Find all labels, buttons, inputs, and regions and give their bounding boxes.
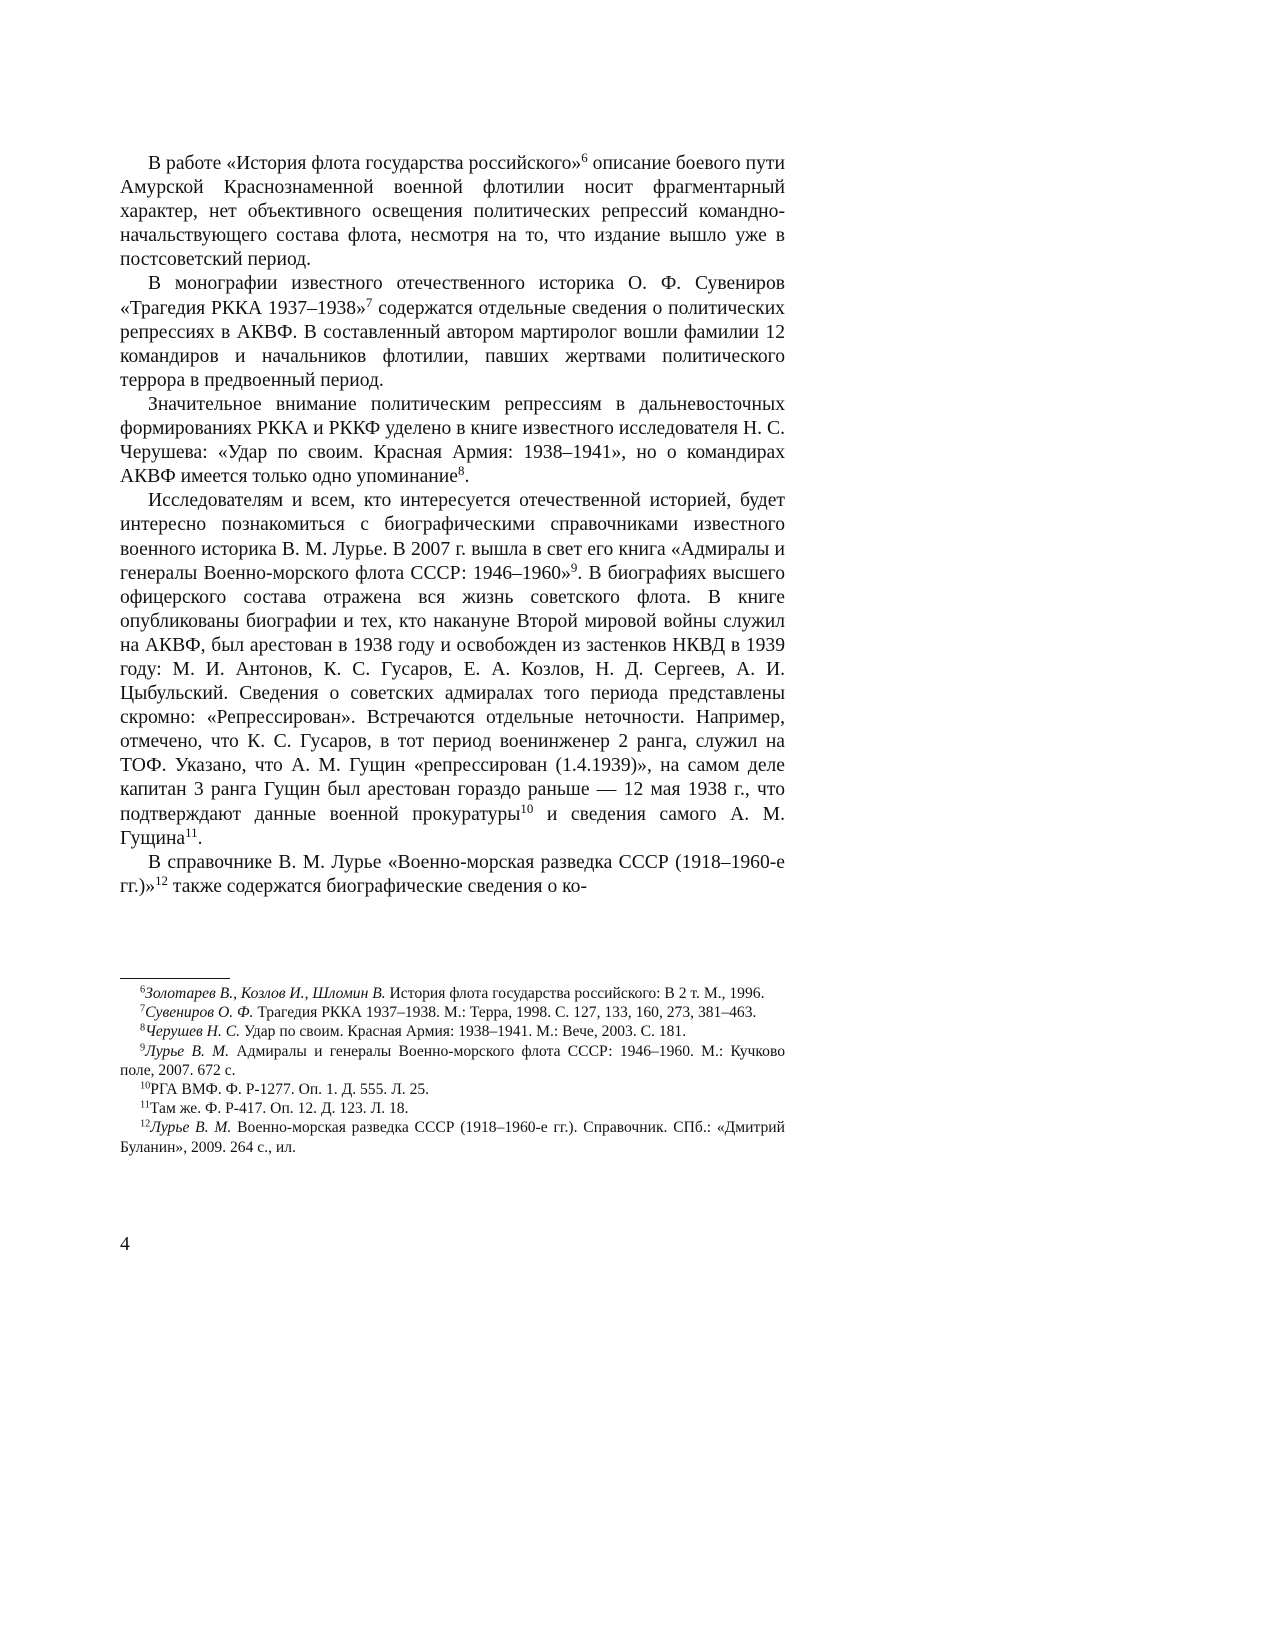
text-run: В монографии известного отечественного историка О. Ф. Сувениров «Трагедия РККА 1937–1938»: [120, 273, 785, 319]
text-run: . В биографиях высшего офицерского состава отражена вся жизнь советского флота. В книге опубликованы биографии и тех, кто накануне Второй мировой войны служил на АКВФ, был арестован в 1938 году и освобожден из застенков НКВД в 1939 году: М. И. Антонов, К. С. Гусаров, Е. А. Козлов, Н. Д. Сергеев, А. И. Цыбульский. Сведения о советских адмиралах того периода представлены скромно: «Репрессирован». Встречаются отдельные неточности. Например, отмечено, что К. С. Гусаров, в тот период военинженер 2 ранга, служил на ТОФ. Указано, что А. М. Гущин «репрессирован (1.4.1939)», на самом деле капитан 3 ранга Гущин был арестован гораздо раньше — 12 мая 1938 г., что подтверждают данные военной прокуратуры: [120, 562, 785, 825]
footnote: [120, 1099, 785, 1118]
page-number: 4: [120, 1234, 130, 1255]
paragraph: [120, 489, 785, 850]
footnote-author: Лурье В. М.: [150, 1119, 232, 1137]
text-run: содержатся отдельные сведения о политических репрессиях в АКВФ. В составленный автором мартиролог вошли фамилии 12 командиров и начальников флотилии, павших жертвами политического террора в предвоенный период.: [120, 297, 785, 391]
footnote-text: Адмиралы и генералы Военно-морского флота СССР: 1946–1960. М.: Кучково поле, 2007. 672 с.: [120, 1042, 786, 1079]
footnote-ref: 7: [365, 294, 373, 310]
text-run: В справочнике В. М. Лурье «Военно-морская разведка СССР (1918–1960-е гг.)»: [120, 851, 785, 897]
paragraph: [120, 149, 785, 272]
text-run: описание боевого пути Амурской Краснознаменной военной флотилии носит фрагментарный характер, нет объективного освещения политических репрессий командно-начальствующего состава флота, несмотря на то, что издание вышло уже в постсоветский период.: [120, 153, 785, 271]
footnote-ref: 6: [581, 149, 588, 165]
footnote-number: 10: [140, 1080, 151, 1092]
footnote-author: Лурье В. М.: [145, 1042, 230, 1060]
footnote: [120, 1003, 785, 1022]
footnote-number: 12: [140, 1118, 151, 1130]
footnote-author: Золотарев В., Козлов И., Шломин В.: [145, 985, 386, 1002]
text-run: .: [464, 466, 470, 488]
footnote-ref: 10: [520, 800, 534, 816]
footnotes: [120, 984, 785, 1157]
footnote-text: РГА ВМФ. Ф. Р-1277. Оп. 1. Д. 555. Л. 25.: [150, 1081, 430, 1099]
footnote-text: Там же. Ф. Р-417. Оп. 12. Д. 123. Л. 18.: [149, 1100, 409, 1118]
paragraph: [120, 393, 785, 489]
footnote-text: Военно-морская разведка СССР (1918–1960-е гг.). Справочник. СПб.: «Дмитрий Буланин», 2009. 264 с., ил.: [120, 1119, 785, 1156]
text-run: .: [197, 827, 203, 849]
footnote: [120, 1080, 785, 1099]
footnote-ref: 11: [185, 824, 198, 840]
footnote-number: 9: [140, 1041, 146, 1053]
footnote-separator: [120, 978, 230, 979]
footnote-author: Сувениров О. Ф.: [145, 1004, 254, 1022]
footnote-number: 8: [140, 1022, 146, 1034]
footnote-number: 11: [140, 1099, 150, 1111]
text-run: Исследователям и всем, кто интересуется отечественной историей, будет интересно познакомиться с биографическими справочниками известного военного историка В. М. Лурье. В 2007 г. вышла в свет его книга «Адмиралы и генералы Военно-морского флота СССР: 1946–1960»: [120, 490, 785, 584]
footnote: [120, 984, 785, 1003]
text-run: Значительное внимание политическим репрессиям в дальневосточных формированиях РККА и РККФ уделено в книге известного исследователя Н. С. Черушева: «Удар по своим. Красная Армия: 1938–1941», но о командирах АКВФ имеется только одно упоминание: [120, 393, 785, 488]
footnote: [120, 1022, 785, 1041]
footnote-text: История флота государства российского: В 2 т. М., 1996.: [385, 985, 765, 1002]
text-run: В работе «История флота государства российского»: [148, 153, 582, 174]
footnote-text: Трагедия РККА 1937–1938. М.: Терра, 1998. С. 127, 133, 160, 273, 381–463.: [253, 1004, 757, 1022]
footnote-ref: 12: [155, 872, 169, 888]
paragraph: [120, 851, 785, 899]
footnote-ref: 8: [457, 463, 465, 479]
main-text: [120, 149, 785, 899]
footnote-ref: 9: [570, 559, 578, 575]
paragraph: [120, 272, 785, 392]
text-run: и сведения самого А. М. Гущина: [120, 803, 785, 849]
footnote-number: 6: [140, 984, 146, 996]
text-run: также содержатся биографические сведения о ко-: [168, 875, 587, 897]
footnote-text: Удар по своим. Красная Армия: 1938–1941. М.: Вече, 2003. С. 181.: [240, 1023, 687, 1041]
footnote-author: Черушев Н. С.: [145, 1023, 241, 1041]
footnote: [120, 1042, 785, 1080]
footnote-number: 7: [140, 1003, 146, 1015]
footnote: [120, 1118, 785, 1156]
